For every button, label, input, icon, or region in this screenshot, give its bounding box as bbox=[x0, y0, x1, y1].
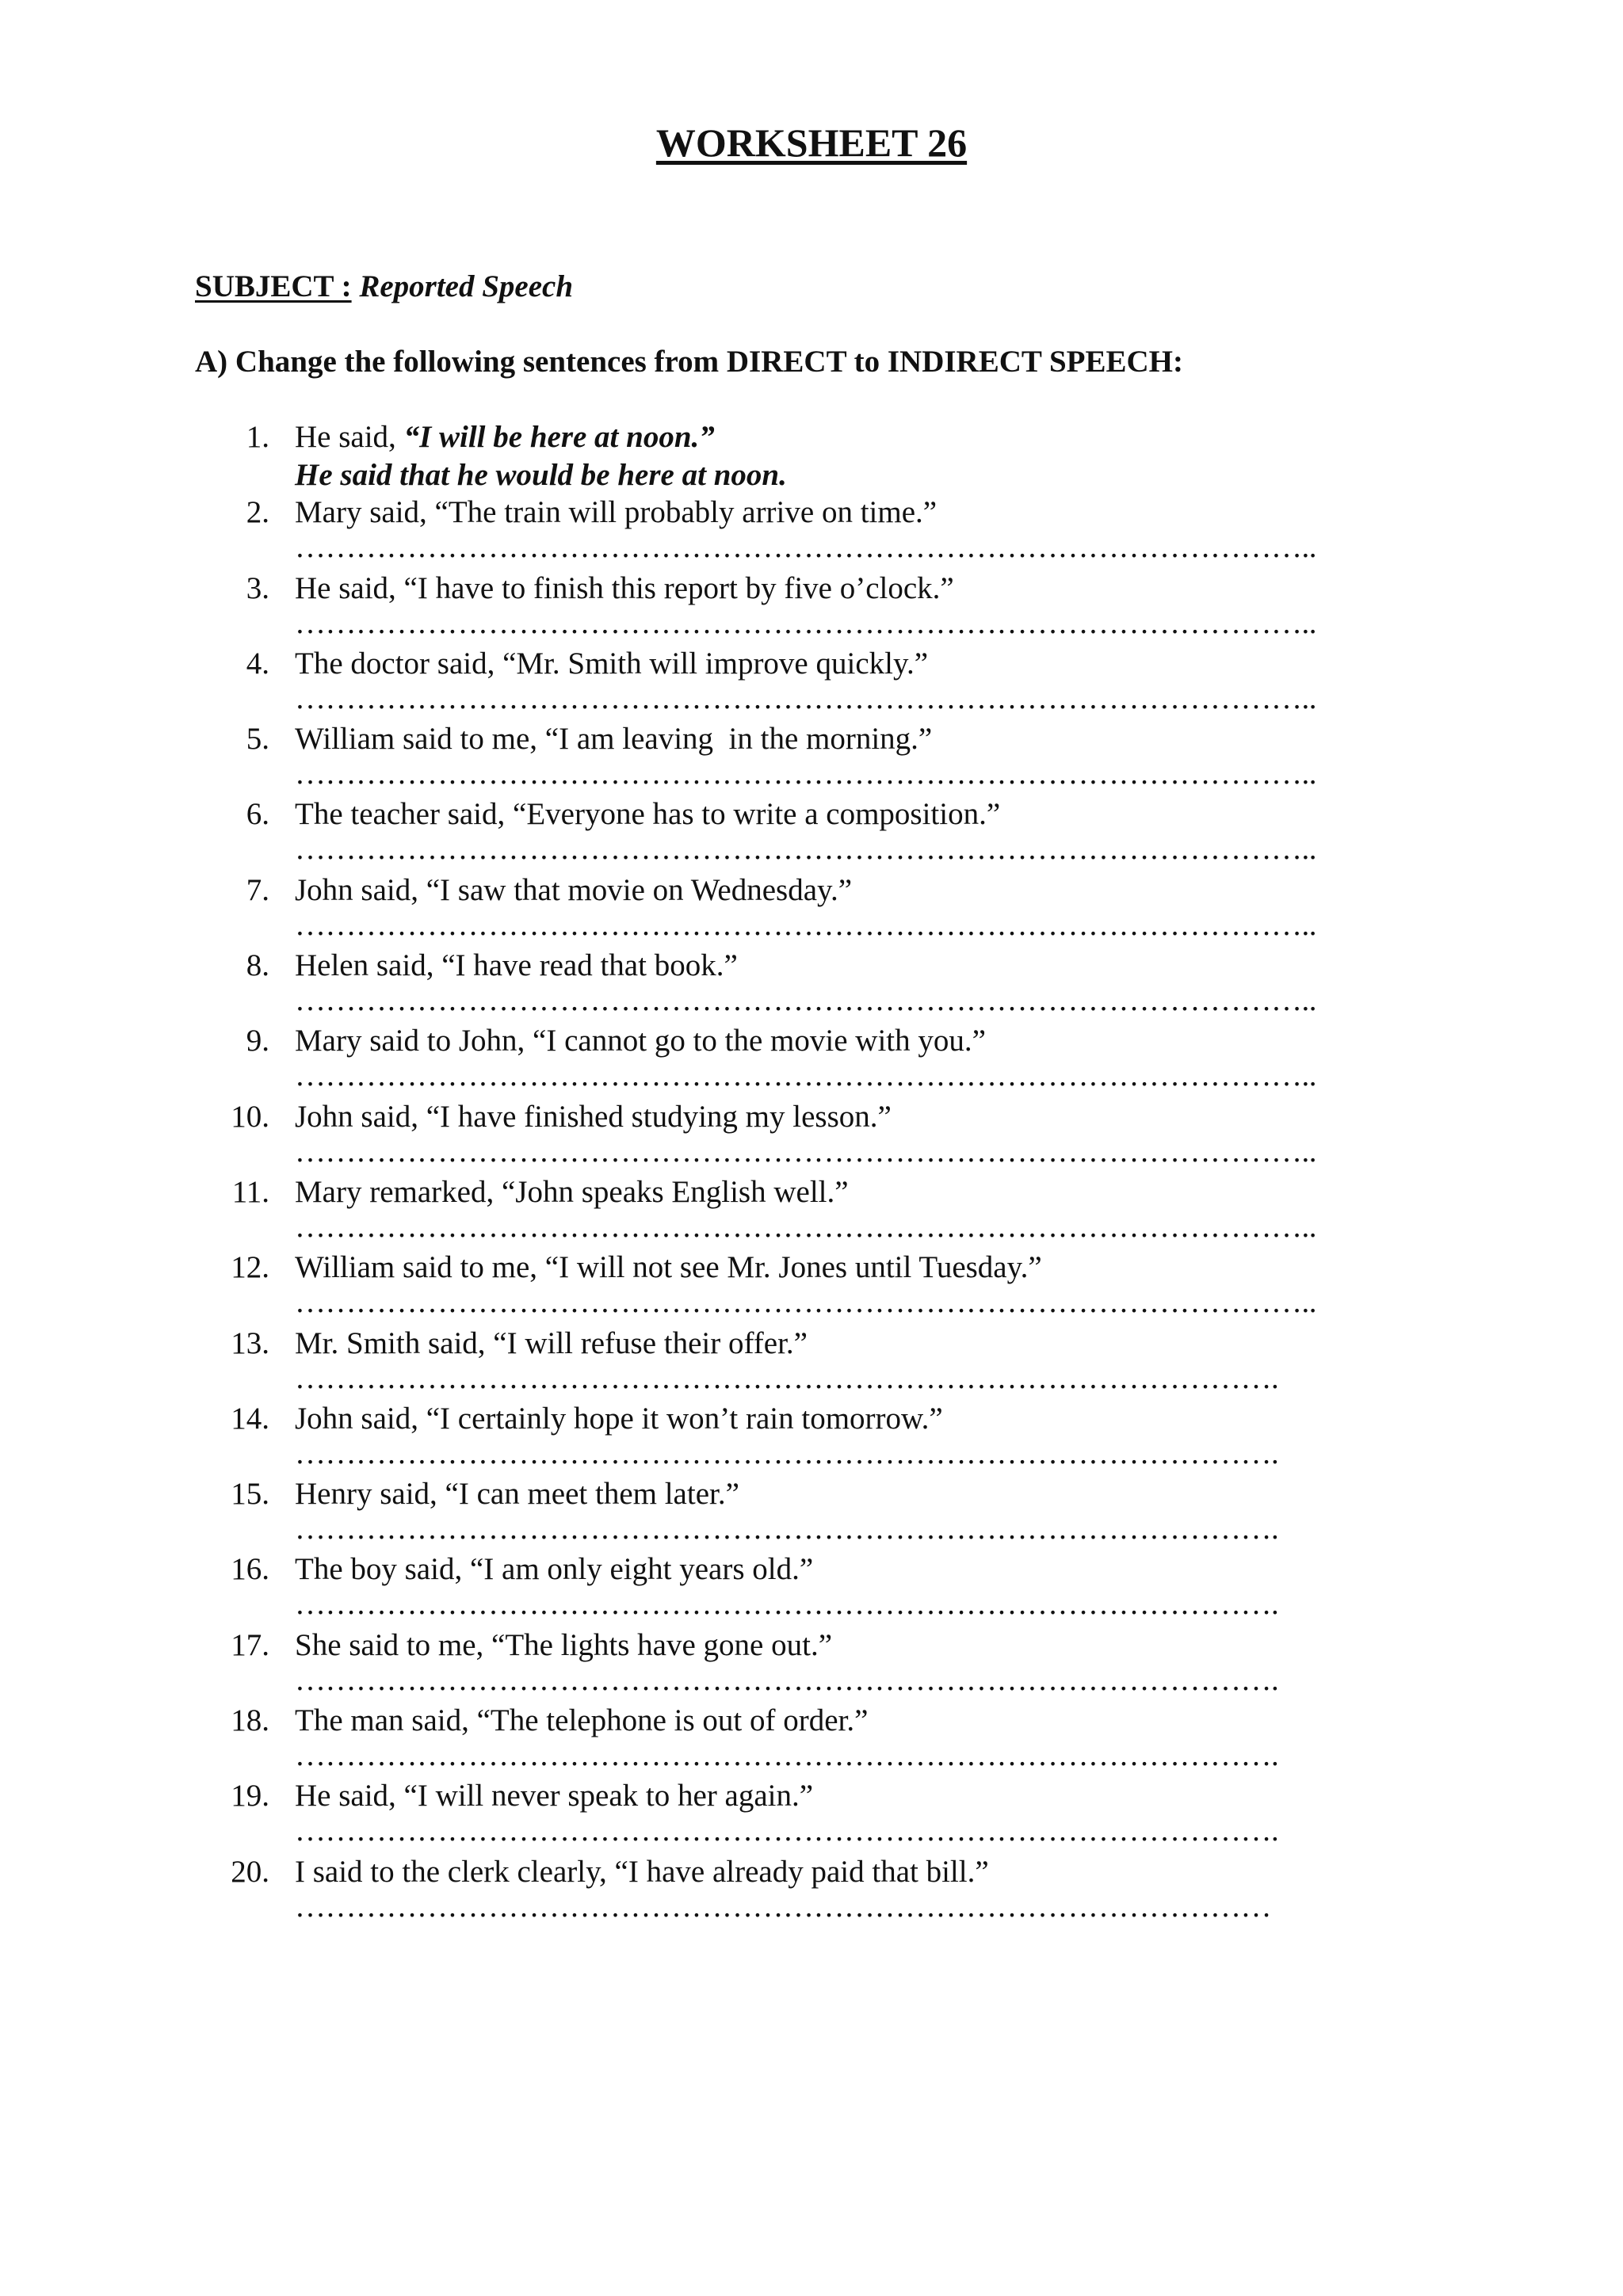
item-sentence: Mary remarked, “John speaks English well.” bbox=[295, 1174, 849, 1209]
exercise-item bbox=[0, 1702, 1623, 1777]
item-number: 3. bbox=[246, 570, 269, 605]
answer-blank[interactable]: ……………………………………………………………………………………. bbox=[295, 1587, 1279, 1622]
item-sentence bbox=[295, 418, 715, 456]
item-number: 5. bbox=[246, 722, 269, 757]
answer-blank[interactable]: ……………………………………………………………………………………. bbox=[295, 1436, 1279, 1470]
item-number: 9. bbox=[246, 1024, 269, 1058]
exercise-item bbox=[0, 1777, 1623, 1852]
exercise-item bbox=[0, 1022, 1623, 1097]
item-number: 18. bbox=[231, 1703, 269, 1738]
answer-blank[interactable]: ……………………………………………………………………………………. bbox=[295, 1662, 1279, 1697]
example-lead: He said, bbox=[295, 420, 404, 454]
section-heading: A) Change the following sentences from DIRECT to INDIRECT SPEECH: bbox=[195, 345, 1183, 379]
exercise-item bbox=[0, 570, 1623, 645]
item-sentence: Mr. Smith said, “I will refuse their offer.” bbox=[295, 1325, 808, 1360]
item-sentence: Mary said to John, “I cannot go to the movie with you.” bbox=[295, 1024, 986, 1058]
answer-blank[interactable]: ……………………………………………………………………………………….. bbox=[295, 530, 1316, 565]
item-number: 20. bbox=[231, 1854, 269, 1889]
example-answer: He said that he would be here at noon. bbox=[295, 458, 787, 492]
item-number: 17. bbox=[231, 1627, 269, 1662]
exercise-item bbox=[0, 494, 1623, 569]
answer-blank[interactable]: ……………………………………………………………………………………….. bbox=[295, 832, 1316, 867]
exercise-item bbox=[0, 1853, 1623, 1928]
subject-label: SUBJECT : bbox=[195, 269, 352, 303]
item-sentence: The teacher said, “Everyone has to write a composition.” bbox=[295, 797, 1001, 832]
exercise-item bbox=[0, 1098, 1623, 1173]
item-number: 6. bbox=[246, 797, 269, 832]
exercise-item-example bbox=[0, 418, 1623, 494]
subject-line bbox=[195, 268, 573, 306]
item-sentence: John said, “I saw that movie on Wednesday.” bbox=[295, 872, 853, 907]
item-sentence: The man said, “The telephone is out of order.” bbox=[295, 1703, 869, 1738]
answer-blank[interactable]: ……………………………………………………………………………………….. bbox=[295, 757, 1316, 791]
item-number: 16. bbox=[231, 1552, 269, 1587]
exercise-item bbox=[0, 1325, 1623, 1400]
answer-blank[interactable]: ……………………………………………………………………………………….. bbox=[295, 681, 1316, 715]
answer-blank[interactable]: ……………………………………………………………………………………….. bbox=[295, 983, 1316, 1018]
exercise-list bbox=[0, 418, 1623, 1928]
item-sentence: He said, “I have to finish this report by five o’clock.” bbox=[295, 570, 954, 605]
exercise-item bbox=[0, 947, 1623, 1022]
item-number: 2. bbox=[246, 495, 269, 530]
item-number: 4. bbox=[246, 646, 269, 681]
answer-blank[interactable]: ……………………………………………………………………………………….. bbox=[295, 605, 1316, 640]
item-sentence: Mary said, “The train will probably arrive on time.” bbox=[295, 495, 938, 530]
subject-value: Reported Speech bbox=[359, 269, 574, 303]
item-sentence: The doctor said, “Mr. Smith will improve quickly.” bbox=[295, 646, 929, 681]
item-number: 8. bbox=[246, 948, 269, 983]
answer-blank[interactable]: ……………………………………………………………………………………. bbox=[295, 1814, 1279, 1848]
item-number: 15. bbox=[231, 1477, 269, 1512]
exercise-item bbox=[0, 1627, 1623, 1702]
answer-blank[interactable]: ……………………………………………………………………………………….. bbox=[295, 1058, 1316, 1093]
item-sentence: John said, “I certainly hope it won’t rain tomorrow.” bbox=[295, 1401, 943, 1436]
exercise-item bbox=[0, 795, 1623, 871]
item-number: 14. bbox=[231, 1401, 269, 1436]
item-sentence: William said to me, “I am leaving in the morning.” bbox=[295, 722, 933, 757]
exercise-item bbox=[0, 720, 1623, 795]
exercise-item bbox=[0, 871, 1623, 947]
answer-blank[interactable]: ……………………………………………………………………………………….. bbox=[295, 907, 1316, 942]
exercise-item bbox=[0, 1475, 1623, 1550]
item-sentence: William said to me, “I will not see Mr. Jones until Tuesday.” bbox=[295, 1250, 1042, 1285]
item-number: 10. bbox=[231, 1099, 269, 1134]
answer-blank[interactable]: ……………………………………………………………………………………….. bbox=[295, 1209, 1316, 1244]
answer-blank[interactable]: …………………………………………………………………………………… bbox=[295, 1889, 1271, 1924]
item-sentence: Helen said, “I have read that book.” bbox=[295, 948, 738, 983]
exercise-item bbox=[0, 1400, 1623, 1475]
exercise-item bbox=[0, 645, 1623, 720]
item-sentence: John said, “I have finished studying my lesson.” bbox=[295, 1099, 892, 1134]
item-number: 7. bbox=[246, 872, 269, 907]
example-quote: “I will be here at noon.” bbox=[403, 420, 715, 454]
exercise-item bbox=[0, 1173, 1623, 1249]
exercise-item bbox=[0, 1249, 1623, 1324]
answer-blank[interactable]: ……………………………………………………………………………………….. bbox=[295, 1285, 1316, 1320]
item-number: 12. bbox=[231, 1250, 269, 1285]
item-number: 13. bbox=[231, 1325, 269, 1360]
item-sentence: Henry said, “I can meet them later.” bbox=[295, 1477, 739, 1512]
item-sentence: The boy said, “I am only eight years old.” bbox=[295, 1552, 814, 1587]
answer-blank[interactable]: ……………………………………………………………………………………….. bbox=[295, 1134, 1316, 1169]
exercise-item bbox=[0, 1550, 1623, 1626]
answer-blank[interactable]: ……………………………………………………………………………………. bbox=[295, 1512, 1279, 1547]
page-title: WORKSHEET 26 bbox=[655, 120, 968, 165]
answer-blank[interactable]: ……………………………………………………………………………………. bbox=[295, 1360, 1279, 1395]
item-sentence: He said, “I will never speak to her again.” bbox=[295, 1779, 814, 1814]
item-sentence: She said to me, “The lights have gone out.” bbox=[295, 1627, 833, 1662]
item-number: 11. bbox=[231, 1174, 269, 1209]
item-sentence: I said to the clerk clearly, “I have already paid that bill.” bbox=[295, 1854, 989, 1889]
answer-blank[interactable]: ……………………………………………………………………………………. bbox=[295, 1738, 1279, 1773]
item-number: 1. bbox=[246, 420, 269, 454]
item-number: 19. bbox=[231, 1779, 269, 1814]
